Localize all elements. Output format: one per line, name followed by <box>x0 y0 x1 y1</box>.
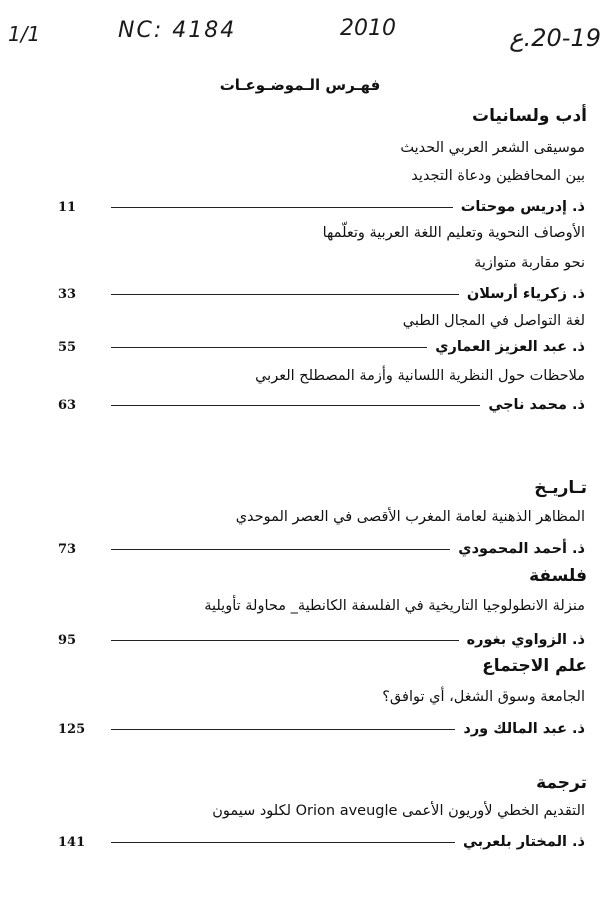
article-title: المظاهر الذهنية لعامة المغرب الأقصى في العصر الموحدي <box>235 509 585 525</box>
section-heading-literature: أدب ولسانيات <box>472 106 587 126</box>
article-title: نحو مقاربة متوازية <box>474 255 585 271</box>
page-number: 95 <box>58 632 77 648</box>
article-title: موسيقى الشعر العربي الحديث <box>400 140 585 156</box>
page-number: 63 <box>58 397 77 413</box>
handwritten-nc-number: NC: 4184 <box>118 18 237 43</box>
leader-line <box>111 405 480 406</box>
handwritten-code: 20-19.ع <box>509 24 601 52</box>
author-name: ذ. محمد ناجي <box>488 397 585 413</box>
leader-line <box>111 347 427 348</box>
page-number: 55 <box>58 339 77 355</box>
page-number: 11 <box>58 199 77 215</box>
author-name: ذ. عبد العزيز العماري <box>435 339 585 355</box>
page-number: 73 <box>58 541 77 557</box>
toc-entry[interactable] <box>58 719 585 739</box>
section-heading-philosophy: فلسفة <box>529 566 587 586</box>
toc-entry[interactable] <box>58 539 585 559</box>
author-name: ذ. عبد المالك ورد <box>463 721 585 737</box>
article-title: لغة التواصل في المجال الطبي <box>402 313 585 329</box>
author-name: ذ. الزواوي بغوره <box>466 632 585 648</box>
article-title: ملاحظات حول النظرية اللسانية وأزمة المصطلح العربي <box>255 368 585 384</box>
section-heading-translation: ترجمة <box>536 773 587 793</box>
toc-entry[interactable] <box>58 284 585 304</box>
leader-line <box>111 842 455 843</box>
author-name: ذ. زكرياء أرسلان <box>466 286 585 302</box>
leader-line <box>111 729 455 730</box>
article-title: الأوصاف النحوية وتعليم اللغة العربية وتعلّمها <box>322 225 585 241</box>
page-number: 141 <box>58 834 86 850</box>
page-number: 33 <box>58 286 77 302</box>
section-heading-history: تـاريـخ <box>534 478 587 498</box>
author-name: ذ. إدريس موحتات <box>460 199 585 215</box>
toc-entry[interactable] <box>58 630 585 650</box>
leader-line <box>111 207 453 208</box>
leader-line <box>111 640 459 641</box>
toc-entry[interactable] <box>58 197 585 217</box>
article-title: بين المحافظين ودعاة التجديد <box>411 168 585 184</box>
handwritten-year: 2010 <box>340 16 396 41</box>
article-title: منزلة الانطولوجيا التاريخية في الفلسفة الكانطية_ محاولة تأويلية <box>204 598 585 614</box>
author-name: ذ. المختار بلعربي <box>462 834 585 850</box>
page-number: 125 <box>58 721 86 737</box>
handwritten-page-count: 1/1 <box>8 22 41 46</box>
toc-heading: فهـرس الـموضـوعـات <box>219 76 381 94</box>
author-name: ذ. أحمد المحمودي <box>458 541 585 557</box>
toc-entry[interactable] <box>58 337 585 357</box>
article-title: الجامعة وسوق الشغل، أي توافق؟ <box>382 689 585 705</box>
article-title: التقديم الخطي لأوريون الأعمى Orion aveugle لكلود سيمون <box>212 803 585 819</box>
leader-line <box>111 294 459 295</box>
toc-entry[interactable] <box>58 832 585 852</box>
section-heading-sociology: علم الاجتماع <box>482 656 587 676</box>
toc-entry[interactable] <box>58 395 585 415</box>
leader-line <box>111 549 450 550</box>
